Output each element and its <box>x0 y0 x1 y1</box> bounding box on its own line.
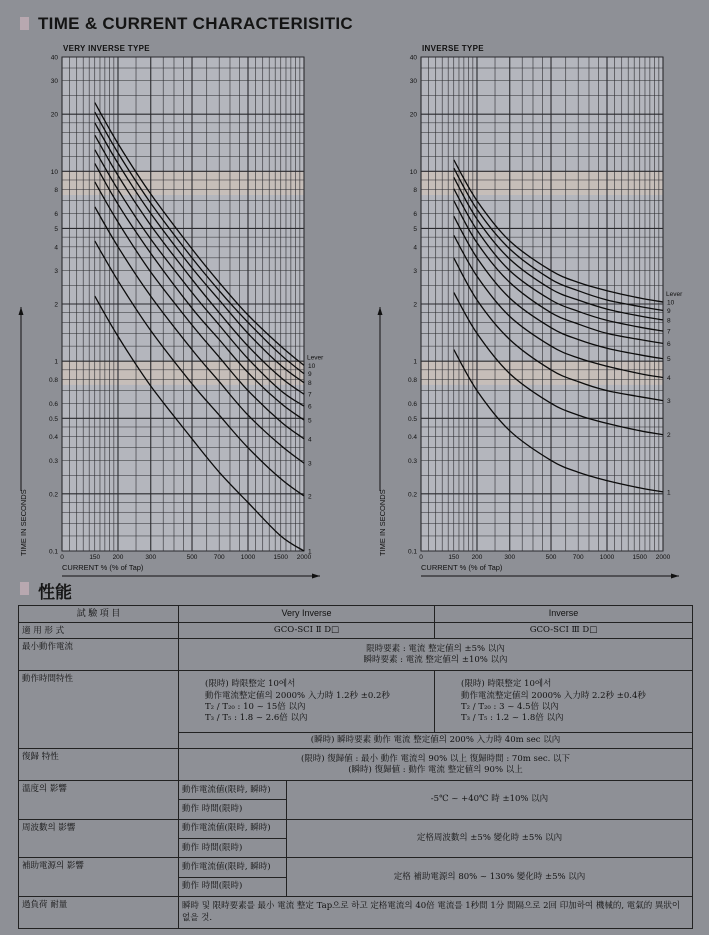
aux-power-value: 定格 補助電源의 80% ~ 130% 變化時 ±5% 以內 <box>287 858 693 897</box>
chart1-y-tick-label: 0.8 <box>407 377 417 385</box>
chart1-legend-entry: 9 <box>667 307 671 315</box>
aux-power-sub-1: 動作電流値(限時, 瞬時) <box>179 858 287 877</box>
chart1-y-tick-label: 20 <box>409 111 417 119</box>
chart0-y-tick-label: 4 <box>54 244 58 252</box>
chart0-y-tick-label: 2 <box>54 301 58 309</box>
chart0-x-arrow-head <box>312 574 320 579</box>
chart1-y-tick-label: 0.3 <box>407 457 417 465</box>
page-title: TIME & CURRENT CHARACTERISITIC <box>38 14 353 33</box>
chart1-x-tick-label: 1000 <box>599 554 615 561</box>
chart0-y-tick-label: 0.2 <box>48 491 58 499</box>
title-marker <box>20 17 29 30</box>
chart0-y-tick-label: 0.5 <box>48 415 58 423</box>
time-vi-line-3: T₂ / T₂₀ : 10 ~ 15倍 以內 <box>205 701 306 712</box>
chart0-x-tick-label: 500 <box>186 554 198 561</box>
chart1-title: INVERSE TYPE <box>422 44 484 53</box>
time-inv-line-1: (限時) 時限整定 10에서 <box>461 679 552 690</box>
time-inv-line-2: 動作電流整定値의 2000% 入力時 2.2秒 ±0.4秒 <box>461 690 646 701</box>
aux-power-sub-2: 動作 時間(限時) <box>179 877 287 896</box>
chart1-legend-entry: 3 <box>667 398 671 406</box>
temperature-sub-2: 動作 時間(限時) <box>179 800 287 819</box>
chart0-y-tick-label: 0.3 <box>48 457 58 465</box>
row-overload-label: 過負荷 耐量 <box>19 897 179 929</box>
chart1-legend-entry: 4 <box>667 375 671 383</box>
row-type-very-inverse: GCO-SCI Ⅱ D□ <box>179 623 435 639</box>
performance-table <box>18 605 693 929</box>
row-overload-value: 瞬時 및 限時要素를 最小 電流 整定 Tap으로 하고 定格電流의 40倍 電流를 1秒間 1分 間隔으로 2回 印加하여 機械的, 電氣的 異狀이 없을 것. <box>179 897 693 929</box>
time-inv-line-3: T₂ / T₂₀ : 3 ~ 4.5倍 以內 <box>461 701 559 712</box>
chart1-legend-entry: 6 <box>667 340 671 348</box>
chart1-legend-entry: 5 <box>667 356 671 364</box>
time-inv-line-4: T₃ / T₅ : 1.2 ~ 1.8倍 以內 <box>461 712 564 723</box>
chart1-y-tick-label: 10 <box>409 168 417 176</box>
chart1-y-tick-label: 2 <box>413 301 417 309</box>
row-time <box>19 671 693 733</box>
min-current-line-2: 瞬時要素 : 電流 整定値의 ±10% 以內 <box>363 654 508 665</box>
row-reset-value <box>179 749 693 781</box>
chart1-x-tick-label: 700 <box>572 554 584 561</box>
chart0-y-tick-label: 0.1 <box>48 548 58 556</box>
chart1-x-axis-label: CURRENT % (% of Tap) <box>421 563 503 572</box>
chart0-highlight-band <box>62 171 304 195</box>
row-time-inverse <box>435 671 693 733</box>
row-time-instant-value: (瞬時) 瞬時要素 動作 電流 整定値의 200% 入力時 40m sec 以內 <box>179 733 693 749</box>
chart0-legend-entry: 1 <box>308 548 312 556</box>
chart0-y-tick-label: 0.4 <box>48 434 58 442</box>
chart1-x-tick-label: 200 <box>471 554 483 561</box>
chart0-legend-title: Lever <box>307 354 324 362</box>
chart1-x-tick-label: 500 <box>545 554 557 561</box>
chart0-y-tick-label: 1 <box>54 358 58 366</box>
chart0-legend-entry: 3 <box>308 460 312 468</box>
chart1-legend-entry: 1 <box>667 489 671 497</box>
section-title: 性能 <box>38 583 72 603</box>
row-overload <box>19 897 693 929</box>
chart0-legend-entry: 7 <box>308 391 312 399</box>
chart1-y-tick-label: 6 <box>413 210 417 218</box>
chart1-x-tick-label: 300 <box>504 554 516 561</box>
chart0-y-tick-label: 30 <box>50 78 58 86</box>
inverse-chart <box>354 36 709 581</box>
row-temperature <box>19 781 693 800</box>
chart1-legend-entry: 8 <box>667 317 671 325</box>
chart1-x-arrow-head <box>671 574 679 579</box>
chart0-x-tick-label: 0 <box>60 554 64 561</box>
frequency-sub-1: 動作電流値(限時, 瞬時) <box>179 819 287 838</box>
row-reset-label: 復歸 特性 <box>19 749 179 781</box>
chart0-y-tick-label: 8 <box>54 187 58 195</box>
chart0-y-tick-label: 0.6 <box>48 400 58 408</box>
row-aux-power-label: 補助電源의 影響 <box>19 858 179 897</box>
chart0-legend-entry: 4 <box>308 436 312 444</box>
chart1-x-tick-label: 0 <box>419 554 423 561</box>
chart0-x-axis-label: CURRENT % (% of Tap) <box>62 563 144 572</box>
chart1-y-tick-label: 3 <box>413 268 417 276</box>
chart0-y-tick-label: 20 <box>50 111 58 119</box>
row-time-label: 動作時間特性 <box>19 671 179 749</box>
chart0-legend-entry: 6 <box>308 403 312 411</box>
chart1-y-tick-label: 0.4 <box>407 434 417 442</box>
chart0-y-tick-label: 3 <box>54 268 58 276</box>
frequency-value: 定格周波數의 ±5% 變化時 ±5% 以內 <box>287 819 693 858</box>
temperature-sub-1: 動作電流値(限時, 瞬時) <box>179 781 287 800</box>
row-frequency <box>19 819 693 838</box>
chart0-y-axis-label: TIME IN SECONDS <box>19 489 28 556</box>
chart0-x-tick-label: 1000 <box>240 554 256 561</box>
chart1-legend-entry: 2 <box>667 432 671 440</box>
header-inverse: Inverse <box>435 606 693 623</box>
chart0-x-tick-label: 1500 <box>273 554 288 561</box>
chart0-legend-entry: 2 <box>308 493 312 501</box>
chart0-y-tick-label: 40 <box>50 54 58 62</box>
reset-line-2: (瞬時) 復歸値 : 動作 電流 整定値의 90% 以上 <box>348 764 523 775</box>
row-frequency-label: 周波數의 影響 <box>19 819 179 858</box>
chart0-x-tick-label: 700 <box>213 554 225 561</box>
chart0-legend-entry: 10 <box>308 362 316 370</box>
temperature-value: -5℃ ~ +40℃ 時 ±10% 以內 <box>287 781 693 820</box>
chart1-y-tick-label: 4 <box>413 244 417 252</box>
chart0-y-tick-label: 5 <box>54 225 58 233</box>
row-type-inverse: GCO-SCI Ⅲ D□ <box>435 623 693 639</box>
header-very-inverse: Very Inverse <box>179 606 435 623</box>
chart0-y-arrow-head <box>19 307 24 315</box>
chart0-y-tick-label: 10 <box>50 168 58 176</box>
frequency-sub-2: 動作 時間(限時) <box>179 838 287 857</box>
time-vi-line-2: 動作電流整定値의 2000% 入力時 1.2秒 ±0.2秒 <box>205 690 390 701</box>
chart0-x-tick-label: 2000 <box>296 554 312 561</box>
chart1-y-tick-label: 8 <box>413 187 417 195</box>
time-vi-line-4: T₃ / T₅ : 1.8 ~ 2.6倍 以內 <box>205 712 308 723</box>
chart1-y-tick-label: 5 <box>413 225 417 233</box>
chart1-y-tick-label: 0.5 <box>407 415 417 423</box>
chart1-y-axis-label: TIME IN SECONDS <box>378 489 387 556</box>
chart1-legend-entry: 7 <box>667 328 671 336</box>
chart1-x-tick-label: 1500 <box>632 554 647 561</box>
chart1-legend-entry: 10 <box>667 299 675 307</box>
row-time-very-inverse <box>179 671 435 733</box>
very-inverse-chart <box>0 36 354 581</box>
chart0-title: VERY INVERSE TYPE <box>63 44 150 53</box>
row-aux-power <box>19 858 693 877</box>
chart1-y-tick-label: 0.6 <box>407 400 417 408</box>
chart1-x-tick-label: 150 <box>448 554 460 561</box>
row-reset <box>19 749 693 781</box>
chart1-y-tick-label: 1 <box>413 358 417 366</box>
chart0-legend-entry: 8 <box>308 380 312 388</box>
row-type-label: 適 用 形 式 <box>19 623 179 639</box>
chart0-x-tick-label: 200 <box>112 554 124 561</box>
row-type <box>19 623 693 639</box>
chart0-legend-entry: 9 <box>308 371 312 379</box>
chart1-legend-title: Lever <box>666 290 683 298</box>
row-min-current-label: 最小動作電流 <box>19 639 179 671</box>
section-marker <box>20 582 29 595</box>
chart0-y-tick-label: 6 <box>54 210 58 218</box>
table-header-row <box>19 606 693 623</box>
chart1-y-arrow-head <box>378 307 383 315</box>
chart0-x-tick-label: 300 <box>145 554 157 561</box>
min-current-line-1: 限時要素 : 電流 整定値의 ±5% 以內 <box>366 643 505 654</box>
header-item: 試 驗 項 目 <box>19 606 179 623</box>
chart1-y-tick-label: 40 <box>409 54 417 62</box>
row-min-current <box>19 639 693 671</box>
row-min-current-value <box>179 639 693 671</box>
reset-line-1: (限時) 復歸値 : 最小 動作 電流의 90% 以上 復歸時間 : 70m sec. 以下 <box>300 753 571 764</box>
chart1-y-tick-label: 0.1 <box>407 548 417 556</box>
chart1-y-tick-label: 30 <box>409 78 417 86</box>
chart0-y-tick-label: 0.8 <box>48 377 58 385</box>
chart1-x-tick-label: 2000 <box>655 554 671 561</box>
chart0-legend-entry: 5 <box>308 417 312 425</box>
chart0-x-tick-label: 150 <box>89 554 101 561</box>
time-vi-line-1: (限時) 時限整定 10에서 <box>205 679 296 690</box>
row-temperature-label: 溫度의 影響 <box>19 781 179 820</box>
chart1-y-tick-label: 0.2 <box>407 491 417 499</box>
